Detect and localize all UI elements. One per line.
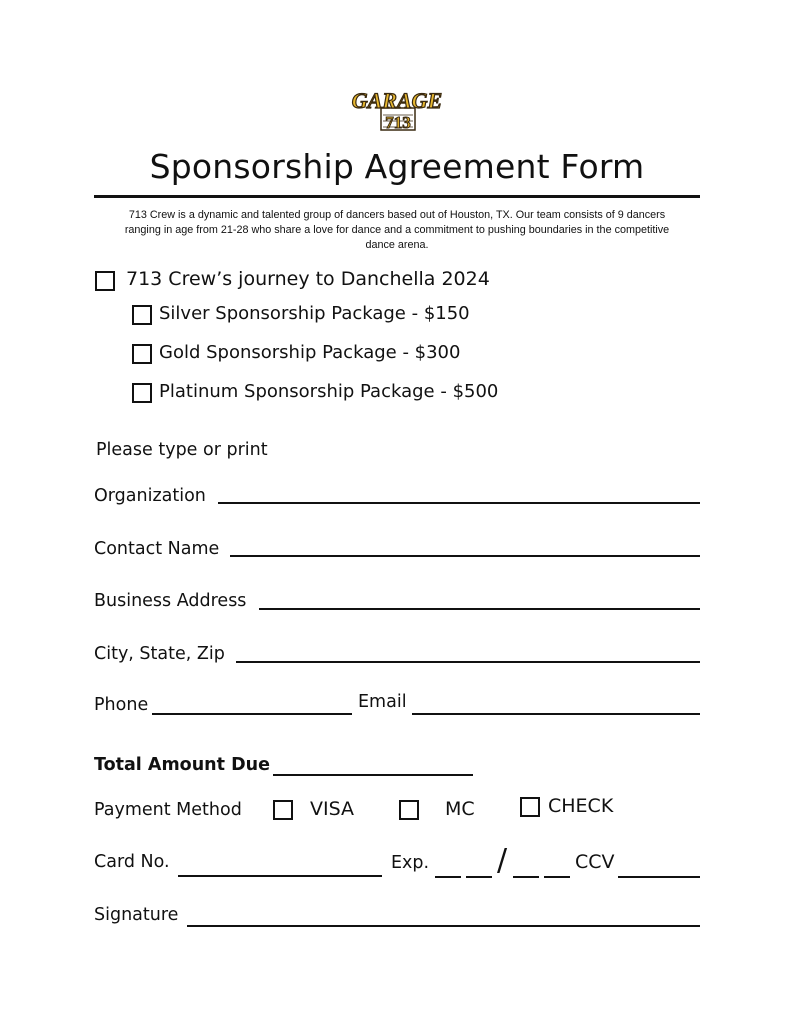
exp-label: Exp. [391, 853, 430, 873]
total-amount-due-field[interactable] [273, 774, 473, 776]
business-address-field[interactable] [259, 608, 700, 610]
contact-name-field[interactable] [230, 555, 700, 557]
danchella-checkbox[interactable] [95, 271, 115, 291]
exp-year-digit-2[interactable] [544, 876, 570, 878]
platinum-package-checkbox[interactable] [132, 383, 152, 403]
form-instruction: Please type or print [96, 440, 268, 460]
total-amount-due-label: Total Amount Due [94, 755, 270, 775]
garage-713-logo [347, 86, 447, 134]
organization-label: Organization [94, 486, 206, 506]
check-checkbox[interactable] [520, 797, 540, 817]
card-number-field[interactable] [178, 875, 382, 877]
city-state-zip-label: City, State, Zip [94, 644, 225, 664]
contact-name-label: Contact Name [94, 539, 220, 559]
exp-separator: / [497, 843, 508, 878]
phone-field[interactable] [152, 713, 352, 715]
gold-package-label: Gold Sponsorship Package - $300 [159, 342, 461, 363]
intro-paragraph: 713 Crew is a dynamic and talented group of dancers based out of Houston, TX. Our team consists of 9 dancers ranging in age from 21-28 who share a love for dance and a commitment to pushing boundaries in the competitive dance arena. [124, 209, 670, 251]
exp-month-digit-1[interactable] [435, 876, 461, 878]
danchella-label: 713 Crew’s journey to Danchella 2024 [126, 268, 490, 290]
page-title: Sponsorship Agreement Form [149, 147, 645, 186]
signature-label: Signature [94, 905, 179, 925]
business-address-label: Business Address [94, 591, 247, 611]
signature-field[interactable] [187, 925, 700, 927]
mc-checkbox[interactable] [399, 800, 419, 820]
ccv-field[interactable] [618, 876, 700, 878]
title-divider [94, 195, 700, 198]
payment-method-label: Payment Method [94, 800, 242, 820]
platinum-package-label: Platinum Sponsorship Package - $500 [159, 381, 499, 402]
email-label: Email [358, 692, 407, 712]
phone-label: Phone [94, 695, 149, 715]
email-field[interactable] [412, 713, 700, 715]
mc-label: MC [445, 798, 475, 820]
exp-year-digit-1[interactable] [513, 876, 539, 878]
city-state-zip-field[interactable] [236, 661, 700, 663]
card-number-label: Card No. [94, 852, 170, 872]
gold-package-checkbox[interactable] [132, 344, 152, 364]
silver-package-label: Silver Sponsorship Package - $150 [159, 303, 470, 324]
visa-checkbox[interactable] [273, 800, 293, 820]
visa-label: VISA [310, 798, 355, 820]
check-label: CHECK [548, 795, 614, 817]
logo-text-garage: GARAGE [351, 88, 443, 113]
logo-text-713: 713 [385, 113, 411, 132]
silver-package-checkbox[interactable] [132, 305, 152, 325]
exp-month-digit-2[interactable] [466, 876, 492, 878]
organization-field[interactable] [218, 502, 700, 504]
ccv-label: CCV [575, 851, 615, 873]
